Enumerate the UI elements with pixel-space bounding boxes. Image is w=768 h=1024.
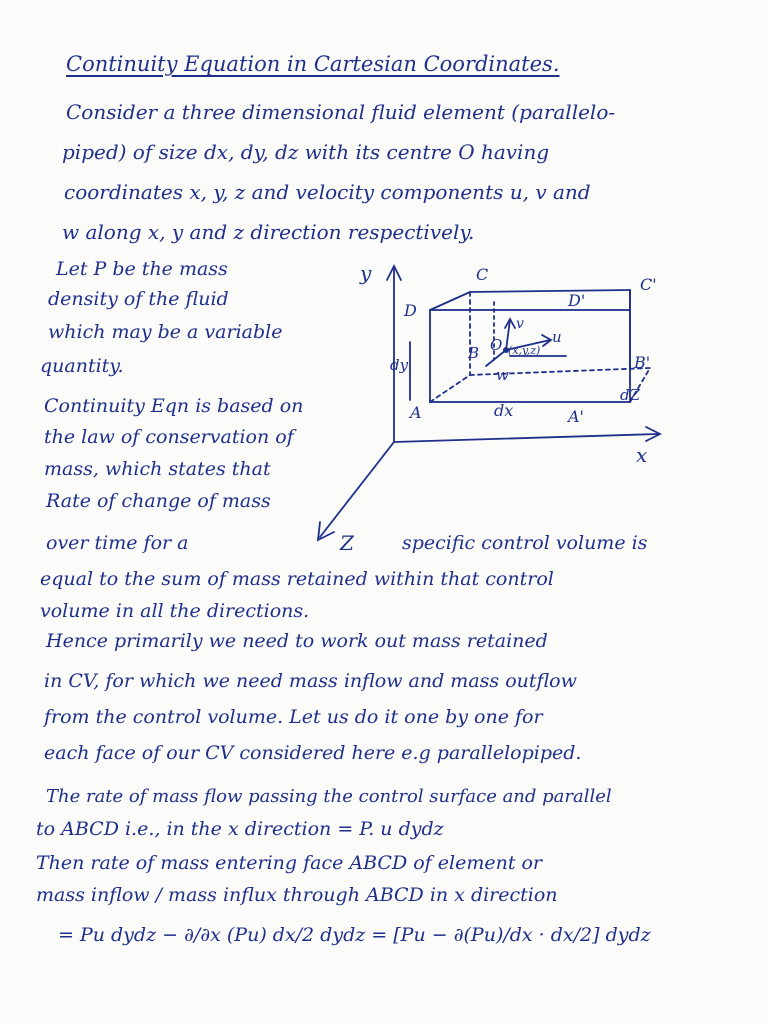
para3-line-1: The rate of mass flow passing the control surface and parallel [46, 786, 612, 807]
box-top-left-edge [430, 292, 470, 310]
intro-line-3: coordinates x, y, z and velocity components u, v and [64, 180, 591, 204]
para2-line-3: from the control volume. Let us do it one by one for [44, 706, 543, 728]
left-line-8: Rate of change of mass [46, 490, 271, 512]
left-line-7: mass, which states that [44, 458, 271, 480]
label-corner-B: B [468, 344, 480, 362]
label-dim-dy: dy [390, 356, 409, 374]
label-z-axis: Z [340, 531, 354, 555]
label-corner-B2: B' [634, 353, 651, 372]
label-vel-v: v [516, 316, 524, 332]
para2-line-2: in CV, for which we need mass inflow and mass outflow [44, 670, 577, 692]
label-corner-A: A [410, 403, 422, 422]
para3-line-3: Then rate of mass entering face ABCD of element or [36, 852, 543, 874]
box-top-back-edge [470, 290, 630, 292]
left-line-6: the law of conservation of [44, 426, 294, 448]
intro-line-2: piped) of size dx, dy, dz with its centre O having [62, 140, 550, 164]
para2-line-1: Hence primarily we need to work out mass retained [46, 630, 548, 652]
mass-inflow-equation: = Pu dydz − ∂/∂x (Pu) dx/2 dydz = [Pu − ∂(Pu)/dx · dx/2] dydz [58, 924, 651, 946]
after-fig-line-1: specific control volume is [402, 532, 648, 554]
left-line-1: Let P be the mass [56, 258, 228, 280]
intro-line-1: Consider a three dimensional fluid element (parallelo- [66, 100, 616, 124]
label-x-axis: x [636, 443, 648, 467]
label-corner-D: D [404, 301, 417, 320]
label-y-axis: y [360, 261, 372, 285]
label-corner-C2: C' [640, 275, 657, 294]
left-line-9: over time for a [46, 532, 189, 554]
para2-line-4: each face of our CV considered here e.g parallelopiped. [44, 742, 582, 764]
left-line-2: density of the fluid [48, 288, 229, 310]
label-center-coords: (x,y,z) [508, 344, 541, 357]
label-corner-C: C [476, 265, 489, 284]
z-axis-line [320, 442, 394, 537]
label-vel-u: u [552, 328, 562, 346]
parallelepiped-figure [340, 250, 670, 570]
label-center-O: O [490, 336, 503, 354]
para3-line-2: to ABCD i.e., in the x direction = P. u dydz [36, 818, 444, 840]
after-fig-line-2: equal to the sum of mass retained within that control [40, 568, 554, 590]
left-line-4: quantity. [40, 355, 124, 377]
box-hidden-diagonal [430, 375, 470, 402]
para3-line-4: mass inflow / mass influx through ABCD in x direction [36, 884, 558, 906]
label-corner-D2: D' [568, 291, 586, 310]
label-corner-A2: A' [568, 407, 584, 426]
after-fig-line-3: volume in all the directions. [40, 600, 310, 622]
x-axis-line [394, 434, 658, 442]
intro-line-4: w along x, y and z direction respectively. [62, 220, 475, 244]
label-dim-dx: dx [494, 401, 514, 420]
left-line-5: Continuity Eqn is based on [44, 395, 304, 417]
left-line-3: which may be a variable [48, 321, 283, 343]
page-title: Continuity Equation in Cartesian Coordinates. [66, 52, 560, 76]
label-vel-w: w [496, 366, 509, 384]
label-dim-dz: dZ [620, 386, 641, 404]
